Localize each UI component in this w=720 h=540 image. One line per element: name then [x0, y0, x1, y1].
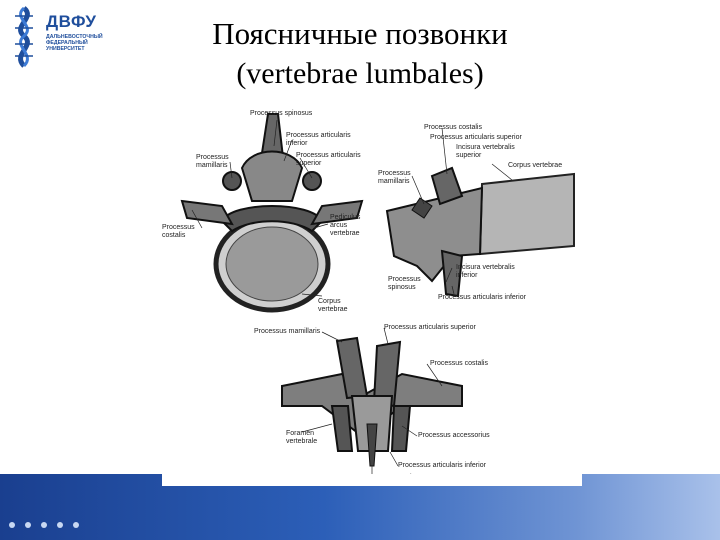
footer-bar [0, 474, 720, 540]
lumbar-vertebrae-figure [162, 106, 582, 486]
label-side-processus-spinosus: Processus spinosus [388, 276, 421, 291]
label-top-processus-mamillaris: Processus mamillaris [196, 154, 229, 169]
label-top-pediculus-arcus-vertebrae: Pediculus arcus vertebrae [330, 214, 361, 237]
back-view-vertebra [282, 338, 462, 466]
label-top-processus-articularis-inferior: Processus articularis inferior [286, 132, 351, 147]
label-top-processus-spinosus: Processus spinosus [250, 110, 313, 117]
title-line-2: (vertebrae lumbales) [236, 57, 484, 90]
university-logo [6, 6, 106, 68]
dna-helix-logo-icon [6, 6, 42, 68]
slide-title [150, 14, 570, 94]
label-top-processus-articularis-superior: Processus articularis superior [296, 152, 361, 167]
label-side-processus-articularis-superior: Processus articularis superior [430, 134, 522, 141]
label-back-processus-articularis-inferior: Processus articularis inferior [398, 462, 486, 469]
logo-subtitle: ДАЛЬНЕВОСТОЧНЫЙ ФЕДЕРАЛЬНЫЙ УНИВЕРСИТЕТ [46, 34, 103, 52]
figure-bottom-edge [162, 474, 582, 486]
label-side-incisura-vertebralis-inferior: Incisura vertebralis inferior [456, 264, 515, 279]
logo-name: ДВФУ [46, 12, 97, 31]
label-side-corpus-vertebrae: Corpus vertebrae [508, 162, 563, 169]
label-back-processus-accessorius: Processus accessorius [418, 432, 490, 439]
label-side-processus-articularis-inferior: Processus articularis inferior [438, 294, 526, 301]
label-top-corpus-vertebrae: Corpus vertebrae [318, 298, 348, 313]
label-side-incisura-vertebralis-superior: Incisura vertebralis superior [456, 144, 515, 159]
label-side-processus-costalis: Processus costalis [424, 124, 482, 131]
label-back-foramen-vertebrale: Foramen vertebrale [286, 430, 318, 445]
label-side-processus-mamillaris: Processus mamillaris [378, 170, 411, 185]
label-back-processus-costalis: Processus costalis [430, 360, 488, 367]
label-back-processus-mamillaris: Processus mamillaris [254, 328, 321, 335]
footer-dots-icon [6, 520, 86, 530]
label-back-processus-articularis-superior: Processus articularis superior [384, 324, 476, 331]
label-top-processus-costalis: Processus costalis [162, 224, 195, 239]
title-line-1: Поясничные позвонки [212, 16, 508, 51]
